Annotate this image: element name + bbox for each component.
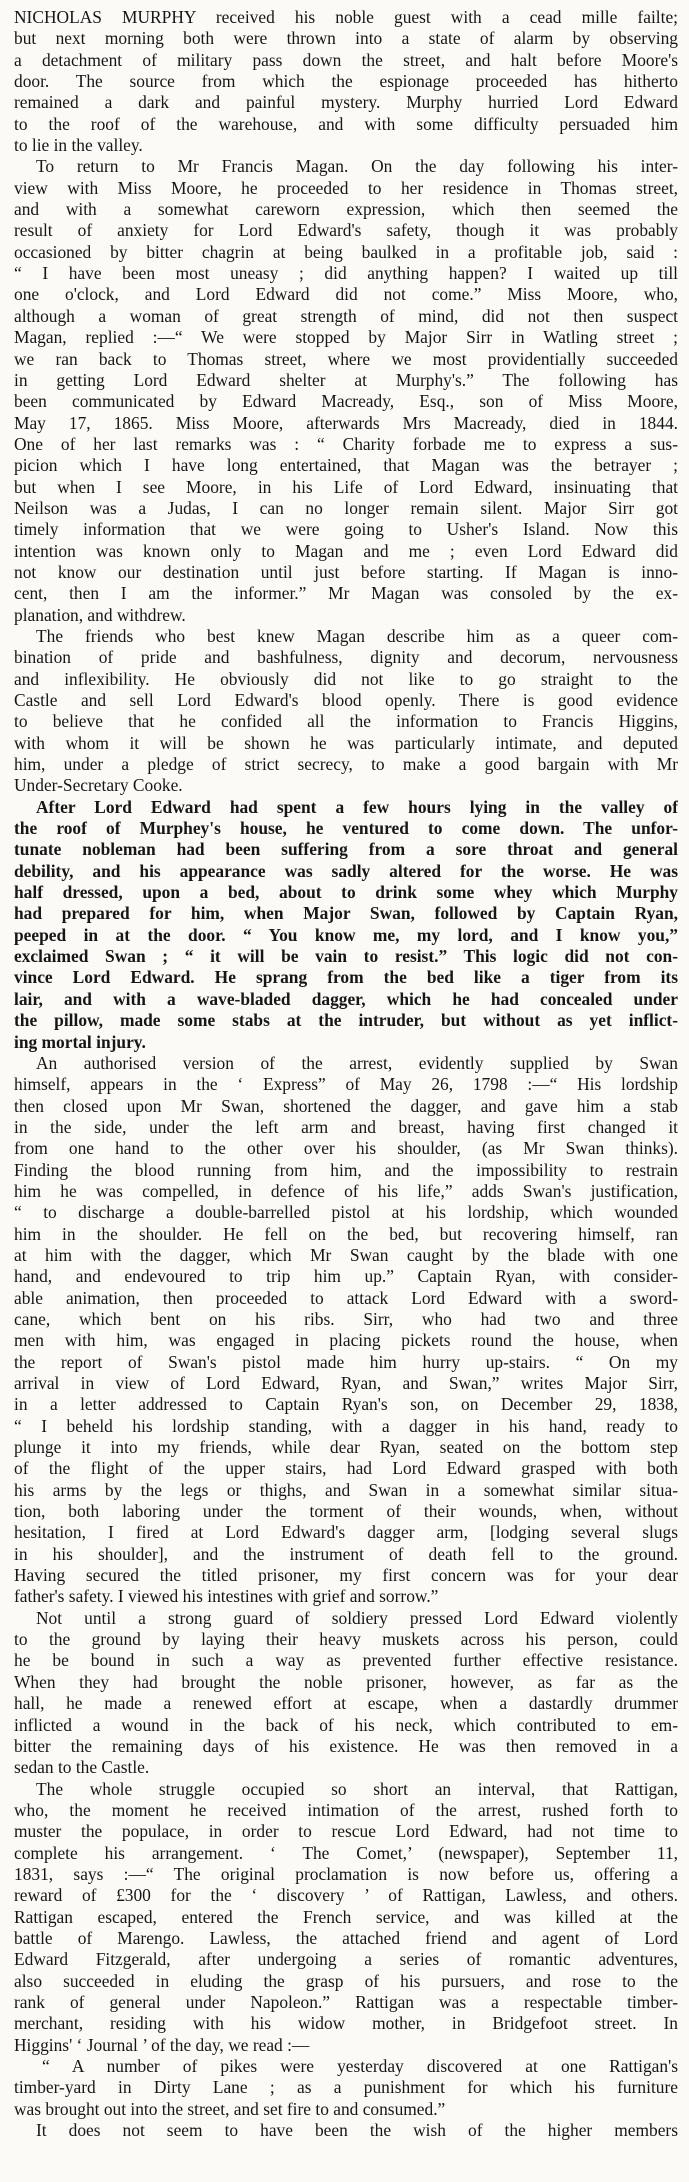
text-line: One of her last remarks was : “ Charity forbade me to express a sus- [14,433,678,454]
text-line: the roof of Murphey's house, he ventured to come down. The unfor- [14,818,678,839]
text-line: with whom it will be shown he was particularly intimate, and deputed [14,732,678,753]
text-line: 1831, says :—“ The original proclamation is now before us, offering a [14,1863,678,1884]
text-line: An authorised version of the arrest, evidently supplied by Swan [36,1052,678,1073]
text-line: then closed upon Mr Swan, shortened the dagger, and gave him a stab [14,1095,678,1116]
text-line: plunge it into my friends, while dear Ryan, seated on the bottom step [14,1437,678,1458]
text-line: view with Miss Moore, he proceeded to her residence in Thomas street, [14,177,678,198]
text-line: Neilson was a Judas, I can no longer remain silent. Major Sirr got [14,497,678,518]
text-line: of the flight of the upper stairs, had Lord Edward grasped with both [14,1458,678,1479]
paragraph-journal-quote [14,2056,678,2120]
text-line: at him with the dagger, which Mr Swan caught by the blade with one [14,1244,678,1265]
text-line: “ I have been most uneasy ; did anything happen? I waited up till [14,263,678,284]
text-line: but next morning both were thrown into a state of alarm by observing [14,28,678,49]
text-line: inflicted a wound in the back of his neck, which contributed to em- [14,1714,678,1735]
text-line: also succeeded in eluding the grasp of his pursuers, and rose to the [14,1970,678,1991]
text-line: and inflexibility. He obviously did not like to go straight to the [14,668,678,689]
text-line: Finding the blood running from him, and the impossibility to restrain [14,1159,678,1180]
paragraph-rattigan [14,1779,678,2056]
text-line: in his shoulder], and the instrument of death fell to the ground. [14,1543,678,1564]
text-line: ing mortal injury. [14,1031,146,1052]
text-line: When they had brought the noble prisoner, however, as far as the [14,1671,678,1692]
paragraph-arrest-begins [14,797,678,1053]
text-line: cent, then I am the informer.” Mr Magan was consoled by the ex- [14,583,678,604]
text-line: him in the shoulder. He fell on the bed, but recovering himself, ran [14,1223,678,1244]
paragraph-murphy-guest [14,7,678,156]
text-line: planation, and withdrew. [14,604,186,625]
text-line: Having secured the titled prisoner, my first concern was for your dear [14,1565,678,1586]
text-line: in the side, under the left arm and breast, having first changed it [14,1116,678,1137]
text-line: men with him, was engaged in placing pickets round the house, when [14,1330,678,1351]
text-line: not know our destination until just before starting. If Magan is inno- [14,561,678,582]
text-line: to believe that he confided all the information to Francis Higgins, [14,711,678,732]
text-line: who, the moment he received intimation of the arrest, rushed forth to [14,1799,678,1820]
text-line: NICHOLAS MURPHY received his noble guest with a cead mille failte; [14,7,678,27]
text-line: one o'clock, and Lord Edward did not come.” Miss Moore, who, [14,284,678,305]
text-line: “ I beheld his lordship standing, with a dagger in his hand, ready to [14,1415,678,1436]
text-line: from one hand to the other over his shoulder, (as Mr Swan thinks). [14,1138,678,1159]
text-line: although a woman of great strength of mind, did not then suspect [14,305,678,326]
text-line: hall, he made a renewed effort at escape, when a dastardly drummer [14,1693,678,1714]
text-line: the report of Swan's pistol made him hurry up-stairs. “ On my [14,1351,678,1372]
text-line: lair, and with a wave-bladed dagger, which he had concealed under [14,988,678,1009]
text-line: him, under a pledge of strict secrecy, to make a good bargain with Mr [14,754,678,775]
text-line: father's safety. I viewed his intestines with grief and sorrow.” [14,1586,439,1607]
text-line: to lie in the valley. [14,135,143,156]
text-line: bination of pride and bashfulness, dignity and decorum, nervousness [14,647,678,668]
text-line: tunate nobleman had been suffering from a sore throat and general [14,839,678,860]
text-line: Rattigan escaped, entered the French service, and was killed at the [14,1906,678,1927]
paragraph-higher-members [14,2120,678,2141]
text-line: was brought out into the street, and set fire to and consumed.” [14,2098,446,2119]
text-line: “ A number of pikes were yesterday discovered at one Rattigan's [42,2056,678,2076]
text-line: the pillow, made some stabs at the intruder, but without as yet inflict- [14,1010,678,1031]
text-line: we ran back to Thomas street, where we most providentially succeeded [14,348,678,369]
text-line: he be bound in such a way as prevented further effective resistance. [14,1650,678,1671]
text-line: May 17, 1865. Miss Moore, afterwards Mrs Macready, died in 1844. [14,412,678,433]
text-line: picion which I have long entertained, that Magan was the betrayer ; [14,455,678,476]
text-line: peeped in at the door. “ You know me, my lord, and I know you,” [14,924,678,945]
text-line: bitter the remaining days of his existence. He was then removed in a [14,1735,678,1756]
text-line: himself, appears in the ‘ Express” of May 26, 1798 :—“ His lordship [14,1074,678,1095]
text-line: and with a somewhat careworn expression, which then seemed the [14,199,678,220]
text-line: vince Lord Edward. He sprang from the bed like a tiger from its [14,967,678,988]
text-line: occasioned by bitter chagrin at being baulked in a profitable job, said : [14,241,678,262]
text-line: debility, and his appearance was sadly altered for the worse. He was [14,860,678,881]
text-line: timber-yard in Dirty Lane ; as a punishment for which his furniture [14,2077,678,2098]
text-line: a detachment of military pass down the street, and halt before Moore's [14,49,678,70]
text-line: To return to Mr Francis Magan. On the day following his inter- [36,156,678,177]
text-line: merchant, residing with his widow mother, in Bridgefoot street. In [14,2013,678,2034]
text-line: Magan, replied :—“ We were stopped by Major Sirr in Watling street ; [14,327,678,348]
text-line: The friends who best knew Magan describe him as a queer com- [36,625,678,646]
text-line: but when I see Moore, in his Life of Lord Edward, insinuating that [14,476,678,497]
paragraph-francis-magan [14,156,678,626]
paragraph-guard-soldiery [14,1608,678,1779]
text-line: to the roof of the warehouse, and with some difficulty persuaded him [14,113,678,134]
text-line: Higgins' ‘ Journal ’ of the day, we read :— [14,2034,310,2055]
text-line: muster the populace, in order to rescue Lord Edward, had not time to [14,1821,678,1842]
text-line: It does not seem to have been the wish of the higher members [36,2120,678,2141]
text-line: The whole struggle occupied so short an interval, that Rattigan, [36,1778,678,1799]
text-line: Edward Fitzgerald, after undergoing a series of romantic adventures, [14,1949,678,1970]
text-line: hand, and endevoured to trip him up.” Captain Ryan, with consider- [14,1266,678,1287]
text-line: door. The source from which the espionage proceeded has hitherto [14,71,678,92]
text-line: to the ground by laying their heavy muskets across his person, could [14,1629,678,1650]
text-line: After Lord Edward had spent a few hours lying in the valley of [36,796,678,817]
paragraph-magan-character [14,626,678,797]
text-line: battle of Marengo. Lawless, the attached friend and agent of Lord [14,1927,678,1948]
text-line: half dressed, upon a bed, about to drink some whey which Murphy [14,882,678,903]
text-line: his arms by the legs or thighs, and Swan in a somewhat similar situa- [14,1479,678,1500]
text-line: result of anxiety for Lord Edward's safety, though it was probably [14,220,678,241]
text-line: rank of general under Napoleon.” Rattigan was a respectable timber- [14,1991,678,2012]
text-line: timely information that we were going to Usher's Island. Now this [14,519,678,540]
text-line: Not until a strong guard of soldiery pressed Lord Edward violently [36,1607,678,1628]
text-line: Castle and sell Lord Edward's blood openly. There is good evidence [14,690,678,710]
text-line: reward of £300 for the ‘ discovery ’ of Rattigan, Lawless, and others. [14,1885,678,1906]
text-line: complete his arrangement. ‘ The Comet,’ (newspaper), September 11, [14,1842,678,1863]
text-line: exclaimed Swan ; “ it will be vain to resist.” This logic did not con- [14,946,678,967]
text-line: in a letter addressed to Captain Ryan's son, on December 29, 1838, [14,1394,678,1415]
text-line: had prepared for him, when Major Swan, followed by Captain Ryan, [14,903,678,924]
text-line: hesitation, I fired at Lord Edward's dagger arm, [lodging several slugs [14,1522,678,1543]
text-line: able animation, then proceeded to attack Lord Edward with a sword- [14,1287,678,1308]
text-line: him he was compelled, in defence of his life,” adds Swan's justification, [14,1180,678,1201]
text-line: cane, which bent on his ribs. Sirr, who had two and three [14,1308,678,1329]
text-line: been communicated by Edward Macready, Esq., son of Miss Moore, [14,391,678,412]
text-line: arrival in view of Lord Edward, Ryan, and Swan,” writes Major Sirr, [14,1373,678,1393]
text-line: in getting Lord Edward shelter at Murphy's.” The following has [14,369,678,390]
paragraph-authorised-version [14,1053,678,1608]
text-line: Under-Secretary Cooke. [14,775,183,796]
text-line: remained a dark and painful mystery. Murphy hurried Lord Edward [14,92,678,113]
text-line: tion, both laboring under the torment of their wounds, when, without [14,1501,678,1522]
text-line: “ to discharge a double-barrelled pistol at his lordship, which wounded [14,1202,678,1223]
text-line: sedan to the Castle. [14,1757,150,1778]
text-line: intention was known only to Magan and me ; even Lord Edward did [14,540,678,561]
